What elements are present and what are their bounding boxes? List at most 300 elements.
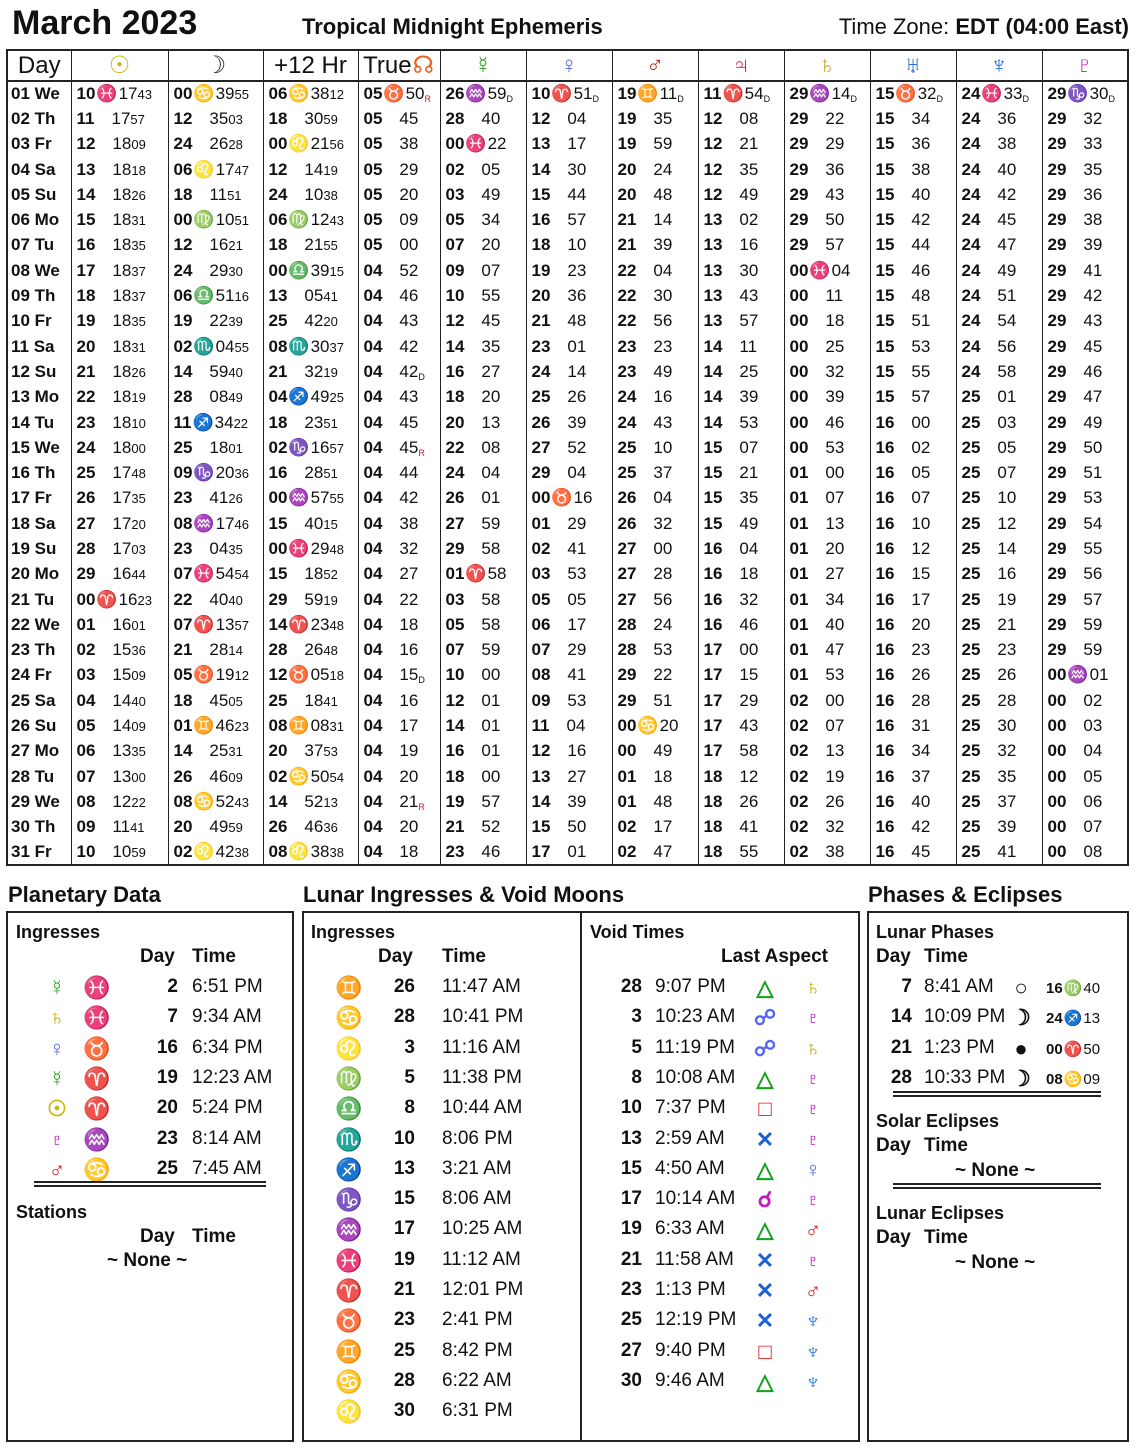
spacer [808,160,825,179]
degree: 14 [703,387,723,407]
degree: 14 [703,361,723,381]
degree: 04 [363,311,383,331]
minutes: 41 [997,842,1017,862]
degree: 16 [875,488,895,508]
minutes: 30 [1089,84,1109,104]
minutes: 07 [911,488,931,508]
aspect-icon: ✕ [755,1308,775,1334]
position-cell [1042,435,1128,460]
minutes: 37 [997,791,1017,811]
minutes: 59 [304,589,324,609]
leo-icon: ♌ [288,842,310,862]
spacer [550,311,567,330]
position-cell [870,840,956,865]
minutes: 49 [1083,412,1103,432]
stations-none: ~ None ~ [107,1250,188,1271]
degree: 12 [445,690,465,710]
lunar-ingress-day: 28 [393,1369,415,1391]
motion-flag: D [936,94,944,105]
position-cell [870,410,956,435]
minutes: 21 [310,134,330,154]
spacer [464,311,481,330]
position-cell [956,536,1042,561]
virgo-icon: ♍ [335,1065,363,1091]
position-cell [956,410,1042,435]
lunar-ingress-time: 10:44 AM [442,1097,523,1119]
minutes: 26 [567,387,587,407]
spacer [550,413,567,432]
moon-phase-icon: ● [1014,1035,1028,1061]
phase-time: 8:41 AM [924,976,994,997]
spacer [1066,235,1083,254]
seconds: 19 [323,364,338,380]
pluto-icon: ♇ [804,1126,822,1152]
pluto-icon: ♇ [1075,51,1094,79]
venus-icon: ♀ [560,51,578,79]
spacer [808,741,825,760]
position-cell [358,182,440,207]
degree: 12 [703,159,723,179]
degree: 07 [173,614,193,634]
minutes: 18 [112,336,132,356]
ephemeris-row [7,207,1128,232]
phase-minutes: 09 [1083,1070,1101,1088]
position-cell [440,157,526,182]
spacer [550,767,567,786]
degree: 28 [173,387,193,407]
minutes: 07 [739,437,759,457]
degree: 29 [445,538,465,558]
degree: 29 [617,665,637,685]
phase-position [1046,1040,1100,1058]
minutes: 29 [310,538,330,558]
minutes: 37 [653,463,673,483]
minutes: 08 [310,716,330,736]
degree: 17 [76,260,96,280]
minutes: 32 [825,817,845,837]
spacer [464,741,481,760]
ephemeris-row [7,638,1128,663]
spacer [287,792,304,811]
degree: 01 [617,791,637,811]
degree: 14 [703,336,723,356]
minutes: 42 [304,311,324,331]
degree: 21 [268,361,288,381]
position-cell [440,739,526,764]
spacer [287,109,304,128]
spacer [808,539,825,558]
planetary-ingresses-label: Ingresses [16,922,101,942]
degree: 25 [531,387,551,407]
minutes: 04 [209,538,229,558]
degree: 17 [703,690,723,710]
degree: 04 [363,437,383,457]
seconds: 09 [131,719,146,735]
position-cell [440,612,526,637]
spacer [894,488,911,507]
minutes: 00 [481,665,501,685]
col-header-11 [956,50,1042,81]
sagittarius-icon: ♐ [335,1156,363,1182]
degree: 29 [617,690,637,710]
scorpio-icon: ♏ [288,336,310,356]
degree: 14 [531,791,551,811]
day-label: 01 We [11,84,60,104]
degree: 20 [445,412,465,432]
seconds: 41 [323,693,338,709]
spacer [1066,463,1083,482]
time-zone-value: EDT (04:00 East) [955,14,1129,39]
minutes: 33 [1083,134,1103,154]
minutes: 18 [112,134,132,154]
position-cell [698,106,784,131]
aspect-icon: △ [756,1217,774,1243]
minutes: 08 [739,108,759,128]
position-cell [1042,359,1128,384]
spacer [464,387,481,406]
minutes: 30 [653,286,673,306]
position-cell [612,207,698,232]
position-cell [870,233,956,258]
minutes: 39 [215,84,235,104]
minutes: 31 [911,716,931,736]
minutes: 14 [112,690,132,710]
phase-time: 10:33 PM [924,1066,1006,1088]
position-cell [1042,182,1128,207]
position-cell [698,283,784,308]
degree: 26 [617,513,637,533]
degree: 04 [363,286,383,306]
degree: 22 [617,286,637,306]
minutes: 41 [1083,260,1103,280]
spacer [636,463,653,482]
minutes: 15 [739,665,759,685]
col-header-8 [698,50,784,81]
minutes: 22 [209,311,229,331]
seconds: 41 [130,820,145,836]
ingress-time: 5:24 PM [192,1097,263,1119]
day-label: 12 Su [11,361,57,381]
spacer [980,842,997,861]
degree: 23 [173,538,193,558]
degree: 15 [875,159,895,179]
degree: 29 [1047,361,1067,381]
minutes: 52 [481,817,501,837]
aquarius-icon: ♒ [83,1126,111,1152]
degree: 03 [76,665,96,685]
spacer [550,362,567,381]
aspect-icon: □ [758,1338,772,1364]
minutes: 04 [1083,741,1103,761]
aries-icon: ♈ [96,589,118,609]
spacer [636,311,653,330]
degree: 25 [961,538,981,558]
minutes: 07 [825,716,845,736]
minutes: 59 [481,513,501,533]
seconds: 12 [234,668,249,684]
degree: 04 [363,387,383,407]
day-cell [7,511,71,536]
spacer [95,134,112,153]
position-cell [168,815,263,840]
minutes: 45 [911,842,931,862]
position-cell [440,764,526,789]
degree: 14 [445,336,465,356]
spacer [95,185,112,204]
degree: 24 [961,159,981,179]
position-cell [440,688,526,713]
minutes: 11 [825,286,844,306]
position-cell [698,562,784,587]
degree: 18 [173,690,193,710]
degree: 24 [961,134,981,154]
minutes: 18 [825,311,845,331]
ephemeris-row [7,612,1128,637]
minutes: 14 [997,538,1017,558]
aspect-icon: ✕ [755,1278,775,1303]
mars-icon: ♂ [48,1156,66,1182]
minutes: 59 [653,134,673,154]
seconds: 48 [323,643,338,659]
col-header-5 [440,50,526,81]
position-cell [263,334,358,359]
void-time: 10:14 AM [655,1188,736,1210]
position-cell [612,536,698,561]
gemini-icon: ♊ [193,716,215,736]
position-cell [71,309,168,334]
position-cell [263,435,358,460]
position-cell [956,283,1042,308]
seconds: 15 [329,263,344,279]
spacer [980,134,997,153]
aspect-icon: ✕ [755,1247,775,1273]
seconds: 52 [323,567,338,583]
spacer [808,488,825,507]
position-cell [263,460,358,485]
day-label: 05 Su [11,184,57,204]
minutes: 54 [1083,513,1103,533]
minutes: 57 [825,235,845,255]
day-label: 19 Su [11,538,57,558]
degree: 15 [875,336,895,356]
position-cell [784,207,870,232]
aspect-icon: ☍ [753,1035,777,1061]
spacer [636,792,653,811]
day-label: 08 We [11,260,60,280]
minutes: 18 [112,412,132,432]
taurus-icon: ♉ [335,1308,363,1334]
spacer [980,691,997,710]
solar-eclipses-label: Solar Eclipses [876,1111,1000,1131]
day-cell [7,663,71,688]
void-day: 3 [631,1006,642,1028]
position-cell [956,385,1042,410]
phases-divider [893,1091,1101,1097]
minutes: 39 [567,791,587,811]
minutes: 38 [310,842,330,862]
ingress-day: 25 [156,1157,178,1179]
spacer [464,539,481,558]
ephemeris-row [7,81,1128,106]
leo-icon: ♌ [335,1035,363,1061]
col-header-6 [526,50,612,81]
spacer [464,185,481,204]
seconds: 59 [323,111,338,127]
position-cell [870,182,956,207]
minutes: 20 [215,463,235,483]
sagittarius-icon: ♐ [1063,1010,1083,1028]
degree: 13 [531,134,551,154]
spacer [382,387,399,406]
day-cell [7,587,71,612]
position-cell [698,435,784,460]
phase-day: 14 [890,1006,912,1028]
position-cell [956,511,1042,536]
void-day: 28 [620,976,642,997]
position-cell [612,789,698,814]
position-cell [612,283,698,308]
minutes: 18 [112,260,132,280]
minutes: 48 [653,791,673,811]
minutes: 24 [653,614,673,634]
position-cell [612,638,698,663]
phase-minutes: 13 [1083,1010,1101,1028]
spacer [550,691,567,710]
degree: 25 [617,463,637,483]
degree: 27 [617,564,637,584]
minutes: 49 [997,260,1017,280]
minutes: 51 [997,286,1017,306]
spacer [550,539,567,558]
degree: 06 [268,210,288,230]
degree: 17 [703,665,723,685]
position-cell [71,258,168,283]
degree: 11 [76,108,95,128]
spacer [636,640,653,659]
position-cell [358,309,440,334]
minutes: 42 [911,210,931,230]
spacer [192,362,209,381]
degree: 25 [961,640,981,660]
degree: 16 [875,589,895,609]
minutes: 17 [112,513,132,533]
cancer-icon: ♋ [1063,1070,1083,1088]
minutes: 53 [739,412,759,432]
position-cell [870,283,956,308]
ephemeris-row [7,258,1128,283]
position-cell [956,840,1042,865]
minutes: 00 [653,538,673,558]
lunar-ingress-day: 21 [393,1279,415,1300]
minutes: 56 [1083,564,1103,584]
spacer [980,261,997,280]
position-cell [784,132,870,157]
day-cell [7,207,71,232]
minutes: 57 [481,791,501,811]
degree: 24 [76,437,96,457]
seconds: 44 [131,567,146,583]
aries-icon: ♈ [335,1278,363,1303]
spacer [894,842,911,861]
degree: 15 [875,184,895,204]
position-cell [956,157,1042,182]
minutes: 38 [825,842,845,862]
void-day: 21 [620,1248,642,1270]
degree: 28 [268,640,288,660]
minutes: 10 [567,235,587,255]
degree: 11 [173,412,192,432]
seconds: 26 [228,491,243,507]
position-cell [358,410,440,435]
stations-time-label: Time [192,1226,237,1247]
position-cell [698,663,784,688]
spacer [464,235,481,254]
position-cell [71,789,168,814]
spacer [550,665,567,684]
spacer [722,413,739,432]
degree: 08 [173,513,193,533]
degree: 26 [445,488,465,508]
lunar-ingress-time: 11:12 AM [442,1248,521,1270]
spacer [1066,160,1083,179]
degree: 21 [173,640,193,660]
degree: 22 [617,260,637,280]
degree: 27 [445,513,465,533]
seconds: 03 [131,541,146,557]
day-cell [7,309,71,334]
position-cell [358,688,440,713]
minutes: 52 [399,260,419,280]
day-cell [7,739,71,764]
position-cell [870,562,956,587]
spacer [1066,842,1083,861]
degree: 15 [268,513,288,533]
minutes: 01 [567,336,587,356]
minutes: 19 [997,589,1017,609]
position-cell [263,359,358,384]
ephemeris-row [7,132,1128,157]
spacer [287,817,304,836]
minutes: 34 [911,741,931,761]
position-cell [263,739,358,764]
col-header-3: +12 Hr [263,50,358,81]
minutes: 23 [911,640,931,660]
degree: 04 [363,741,383,761]
minutes: 29 [567,640,587,660]
day-label: 24 Fr [11,665,52,685]
position-cell [263,106,358,131]
minutes: 49 [209,817,229,837]
neptune-icon: ♆ [804,1308,822,1334]
position-cell [440,663,526,688]
degree: 01 [531,513,551,533]
void-day: 23 [620,1279,642,1300]
position-cell [71,840,168,865]
position-cell [612,435,698,460]
position-cell [1042,587,1128,612]
spacer [722,463,739,482]
mercury-icon: ☿ [474,51,492,79]
degree: 24 [961,210,981,230]
position-cell [358,233,440,258]
minutes: 14 [567,361,587,381]
seconds: 53 [323,744,338,760]
minutes: 35 [1083,159,1103,179]
libra-icon: ♎ [335,1096,363,1122]
minutes: 29 [567,513,587,533]
degree: 14 [268,791,288,811]
position-cell [71,207,168,232]
